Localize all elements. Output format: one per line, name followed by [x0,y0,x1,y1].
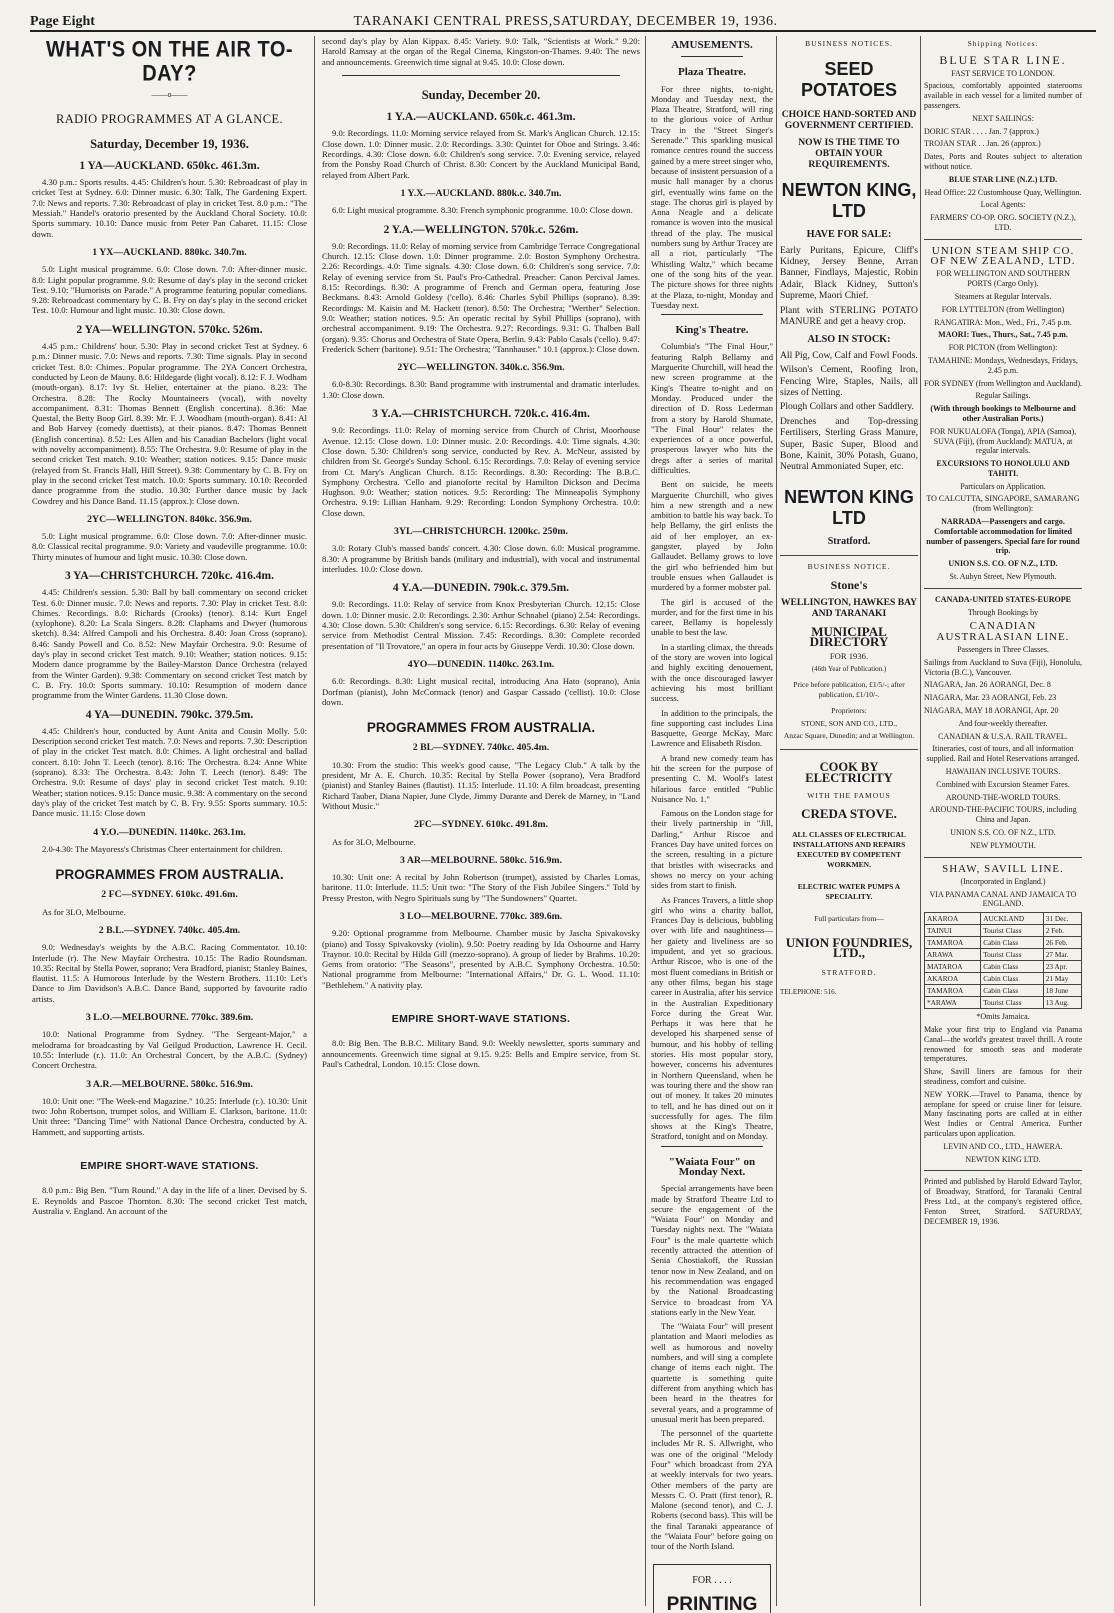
divider [681,56,743,57]
business-notice-label: BUSINESS NOTICE. [807,562,891,572]
stock-item: Plough Collars and other Saddlery. [780,401,914,413]
shipping-notices-column [924,36,1082,1229]
shaw-savill-famous: Shaw, Savill liners are famous for their steadiness, comfort and cuisine. [924,1067,1082,1087]
divider [924,1170,1082,1171]
sailings-table [924,912,1082,1009]
section-heading-empire: EMPIRE SHORT-WAVE STATIONS. [80,1160,259,1173]
table-cell: Cabin Class [981,985,1044,997]
article-paragraph: The girl is accused of the murder, and for the first time in his career, Bellamy is hopelessly unable to best the law. [651,596,773,638]
programme-list-australia [32,890,307,1137]
station-heading: 1 Y.A.—AUCKLAND. 650k.c. 461.3m. [386,111,576,124]
programme-text: 4.45: Children's session. 5.30: Ball by ball commentary on second cricket Test. 6.0: Dinner music. 7.0: News and reports. 7.30: Play in cricket Test. 8.0: Chimes. Recordings. 8.0: Richards (Crooks) (tenor). 8.14: Kurt Engel (xylophone). 8.20: La Scala Singers. 8.28: Claphams and Dwyer (humorous sketch). 8.34: Alfred Campoli and his Orchestra. 8.40: Joan Cross (soprano). 8.46: Sandy Powell and Co. 8.52: New Mayfair Orchestra. 9.0: Resume of day's play in second cricket Test match. 9.10: Weather; station notices. 9.15: Modern dance programme by the Bailey-Marston Dance Orchestra (relayed from the Winter Garden). 9.38: Commentary on second cricket Test match by C. B. Fry. 10.0: Sports summary. 10.10: Resumption of modern dance programme from the Winter Gardens. 11.30 Close down. [32,587,307,701]
imprint: Printed and published by Harold Edward Taylor, of Broadway, Stratford, for Taranaki Central Press Ltd., at the company's registered office, Fenton Street, Stratford. SATURDAY, DECEMBER 19, 1936. [924,1177,1082,1226]
electrical-installations: ALL CLASSES OF ELECTRICAL INSTALLATIONS AND REPAIRS EXECUTED BY COMPETENT WORKMEN. [792,829,906,869]
blue-star-fast: FAST SERVICE TO LONDON. [951,68,1055,78]
station-heading: 4YO—DUNEDIN. 1140kc. 263.1m. [407,658,555,670]
station-heading: 3 Y.A.—CHRISTCHURCH. 720k.c. 416.4m. [372,408,590,421]
head-office: Head Office: 22 Customhouse Quay, Wellington. [924,187,1082,197]
u9: Regular Sailings. [975,391,1031,401]
union-steam-ship: UNION STEAM SHIP CO. OF NEW ZEALAND, LTD. [930,244,1076,268]
table-cell: Cabin Class [981,961,1044,973]
station-heading: 1 YA—AUCKLAND. 650kc. 461.3m. [79,159,260,172]
kings-article [651,341,773,1141]
station-heading: 3 LO—MELBOURNE. 770kc. 389.6m. [399,911,563,922]
programme-text: 9.20: Optional programme from Melbourne. Chamber music by Jascha Spivakovsky (piano) and Tossy Spivakovsky (violin). 9.50: Poetry reading by Ida Osbourne and Harry Traynor. 10.0: Recital by Hilda Gill (mezzo-soprano). A group of lieder by Brahms. 10.20: Gems from oratorio: "The Seasons", presented by A.B.C. Symphony Orchestra. 10.50: National programme from Melbourne: "International Affairs," Dr. G. L. Wood. 11.10: "Bethlehem." A nativity play. [322,928,640,990]
kings-heading: King's Theatre. [675,324,749,337]
programme-text: 4.30 p.m.: Sports results. 4.45: Children's hour. 5.30: Rebroadcast of play in cricket Test at Sydney. 6.0: Dinner music. 6.30: Talk, The Gardening Expert. 7.0: News and reports. 7.30: Rebroadcast of play in cricket Test. 8.0 p.m.: "The Messiah." Handel's oratorio presented by the Auckland Choral Society. 10.0: Sports summary. 10.10: Dance music from Peter Pan Cabaret. 11.15: Close down. [32,177,307,239]
table-cell: *ARAWA [925,997,981,1009]
subhead: RADIO PROGRAMMES AT A GLANCE. [55,112,284,127]
station-heading: 2 BL—SYDNEY. 740kc. 405.4m. [412,742,550,754]
table-cell: TAMAROA [925,985,981,997]
station-heading: 2FC—SYDNEY. 610kc. 491.8m. [413,819,549,831]
u16: UNION S.S. CO. OF N.Z., LTD. [948,559,1058,569]
plant-text: Plant with STERLING POTATO MANURE and get a heavy crop. [780,304,918,328]
through-bookings: Through Bookings by [967,607,1039,617]
station-heading: 4 Y.O.—DUNEDIN. 1140kc. 263.1m. [93,826,246,838]
station-heading: 2 YA—WELLINGTON. 570kc. 526m. [76,323,263,336]
table-cell: Tourist Class [981,925,1044,937]
date-heading: Saturday, December 19, 1936. [90,136,249,151]
programme-text: 10.0: National Programme from Sydney. "The Sergeant-Major," a melodrama for broadcasting by Val Geilgud Production, Lawrence H. Cecil. 10.55: Interlude (r.). 11.0: An Orchestral Concert, by the A.B.C. (Sydney) Concert Orchestra. [32,1029,307,1071]
ad-printing: PRINTING [666,1593,758,1613]
u3: FOR LYTTELTON (from Wellington) [941,304,1065,314]
table-cell: 2 Feb. [1043,925,1081,937]
directory-year: FOR 1936. [829,651,869,662]
union-foundries: UNION FOUNDRIES, LTD., [785,934,913,961]
newton-king-ltd-2: NEWTON KING LTD. [965,1154,1041,1164]
table-row [925,985,1082,997]
union-ss-2: UNION S.S. CO. OF N.Z., LTD. [950,828,1056,837]
u5: MAORI: Tues., Thurs., Sat., 7.45 p.m. [938,330,1068,340]
levin-co: LEVIN AND CO., LTD., HAWERA. [943,1141,1063,1151]
station-heading: 2 FC—SYDNEY. 610kc. 491.6m. [101,889,238,901]
proprietor-address: Anzac Square, Dunedin; and at Wellington. [783,731,915,741]
section-heading: PROGRAMMES FROM AUSTRALIA. [55,867,284,883]
new-plymouth: NEW PLYMOUTH. [970,840,1036,850]
omits-jamaica: *Omits Jamaica. [976,1012,1030,1022]
station-heading: 2 B.L.—SYDNEY. 740kc. 405.4m. [98,925,241,936]
article-paragraph: Special arrangements have been made by Stratford Theatre Ltd to secure the engagement of the "Waiata Four" on Monday and Tuesday nights next. The "Waiata Four" is the male quartette which recently attracted the attention of Senia Chostiakoff, the Russian tenor now in New Zealand, and on his recommendation was engaged by the National Broadcasting Service to broadcast from YA stations early in the New Year. [651,1183,773,1317]
three-classes: Passengers in Three Classes. [957,645,1049,655]
blue-star-title: BLUE STAR LINE. [939,53,1067,68]
trojan-star: TROJAN STAR . . Jan. 26 (approx.) [924,139,1041,149]
next-sailings: NEXT SAILINGS: [972,113,1034,123]
programme-text: 6.0-8.30: Recordings. 8.30: Band programme with instrumental and dramatic interludes. 1.30: Close down. [322,379,640,400]
around-world: AROUND-THE-WORLD TOURS. [945,792,1061,802]
programme-text: 4.45 p.m.: Childrens' hour. 5.30: Play in second cricket Test at Sydney. 6 p.m.: Dinner music. 7.0: News and reports. 7.30: Time signals. Play in second cricket Test. 8.0: Chimes. Popular programme. The 2YA Concert Orchestra, conducted by Leon de Mauny. 8.6: Hildegarde (light vocal). 8.12: F. J. Wodham (mouth-organ). 8.17: Ivy St. Helier, entertainer at the piano. 8.23: The Orchestra. 8.28: The Rocky Mountaineers (vocal), with novelty accompaniment. 8.31: Thomas Bennett (English concertina). 8.36: Mae Questal, the Betty Boop Girl. 8.39: Mr. F. J. Woodham (mouth-organ). 8.41: Al and Bob Harvey (comedy duettists), at their pianos. 8.47: Thomas Bennett (English concertina). 8.52: Les Allen and his Canadian Bachelors (light vocal with novelty accompaniment). 8.55: The Orchestra. 9.0: Resume of play in the second cricket Test match. 9.10: Weather; station notices. 9.15: Dance music (relayed from St. Francis Hall, Hill Street). 9.38: Commentary by C. B. Fry on play in the second cricket Test match. 10.0: Sports summary. 10.10: Recorded dance programme from the studio. 10.30: Further dance music by Jack Cowdrey and his Dance Band. 11.15 (approx.): Close down. [32,341,307,506]
programme-text: 9.0: Recordings. 11.0: Relay of morning service from Cambridge Terrace Congregational Church. 12.15: Close down. 1.0: Dinner programme. 2.0: Boston Symphony Orchestra. 2.26: Recordings. 4.0: Time signals. 4.30: Close down. 6.0: Children's song service. 7.0: Relay of evening service from St. Paul's Pro-Cathedral. Preacher: Canon Percival James. 8.15: Recordings. 8.30: A programme of French and German opera, featuring Jose Beckmans. 8.43: Arnold Goldesy ('cello). 8.46: Charles Sybil Phillips (soprano). 8.39: Recordings: M. Kaisin and M. Hackett (tenor). 8.50: The Orchestra; "Werther" Selection. 9.0: Weather; station notices. 9.5: An operatic recital by Sybil Phillips (soprano), with orchestral accompaniment. 9.19: The Orchestra. 9.27: Recordings. 9.31: G. Thalben Ball (organ). 9.35: Chorus and Orchestra of State Opera, Berlin. 9.43: Pablo Casals ('cello). 9.47: Frederick Scherr (baritone). 9.51: The Orchestra; "Tannhauser." 10.1 (approx.): Close down. [322,240,640,354]
newton-king-title: NEWTON KING, LTD [781,180,917,222]
programme-text: 10.30: Unit one: A recital by John Robertson (trumpet), assisted by Charles Lomas, baritone. 11.0: Interlude. 11.5: Unit two: "The Story of the Fish Jubilee Singers." Told by Pressy Preston, with Negro Spirituals sung by "The Sundowners" Quartet. [322,872,640,903]
table-cell: AKAROA [925,973,981,985]
masthead-title: TARANAKI CENTRAL PRESS,SATURDAY, DECEMBER 19, 1936. [353,14,778,29]
rail-travel: CANADIAN & U.S.A. RAIL TRAVEL. [938,731,1068,741]
programme-text: As for 3LO, Melbourne. [42,906,126,917]
newton-king-ltd: NEWTON KING LTD [784,486,914,528]
cook-by-electricity: COOK BY ELECTRICITY [805,760,893,785]
stock-list [780,350,918,473]
stock-item: All Pig, Cow, Calf and Fowl Foods. [780,349,918,361]
four-weekly: And four-weekly thereafter. [958,718,1048,728]
plaza-article [651,84,773,311]
shaw-savill-inc: (Incorporated in England.) [960,876,1046,886]
table-cell: 18 June [1043,985,1081,997]
business-notices-column [780,36,918,1011]
niagara-1: NIAGARA, Jan. 26 AORANGI, Dec. 8 [924,680,1051,690]
station-heading: 1 Y.X.—AUCKLAND. 880k.c. 340.7m. [400,187,562,199]
masthead [30,8,1096,32]
doric-star: DORIC STAR . . . . Jan. 7 (approx.) [924,126,1039,136]
table-cell: AUCKLAND [981,913,1044,925]
article-paragraph: In addition to the principals, the fine supporting cast includes Lina Basquette, George McKay, Marc Lawrence and Elisabeth Risdon. [651,707,773,749]
programme-text: 5.0: Light musical programme. 6.0: Close down. 7.0: After-dinner music. 8.0: Classical recital programme. 9.0: Variety and vaudeville programme. 10.0: Thirty minutes of humour and light music. 10.30: Close down. [32,531,307,562]
sale-varieties: Early Puritans, Epicure, Cliff's Kidney, Jersey Benne, Arran Banner, Findlays, Majestic, Robin Adair, Black Kidney, Sutton's Supreme, Maori Chief. [780,244,918,302]
programme-list [322,112,640,707]
column-rule [776,36,777,1606]
u1: FOR WELLINGTON AND SOUTHERN PORTS (Cargo Only). [936,269,1070,289]
proprietor-name: STONE, SON AND CO., LTD., [800,718,898,728]
waiata-heading: "Waiata Four" on Monday Next. [668,1155,756,1178]
table-cell: ARAWA [925,949,981,961]
shaw-savill-title: SHAW, SAVILL LINE. [942,862,1064,875]
station-heading: 2YC—WELLINGTON. 340k.c. 356.9m. [397,362,565,374]
table-cell: TAMAROA [925,937,981,949]
waiata-article [651,1183,773,1551]
stones-title: Stone's [830,578,868,593]
ad-for: FOR . . . . [692,1574,732,1586]
table-row [925,997,1082,1009]
stock-item: Drenches and Top-dressing Fertilisers, Sterling Grass Manure, Super, Basic Super, Blood and Bone, Kainit, 30% Potash, Guano, Neutral Ammoniated Super, etc. [780,415,918,473]
article-paragraph: Bent on suicide, he meets Marguerite Churchill, who gives him a new strength and a new ambition to battle his way back. To help Bellamy, the girl enlists the aid of her employer, an ex-gangster, played by John Gallaudet. Bellamy grows to love the girl who befriended him but trouble ensues when Gallaudet is murdered by a former mobster pal. [651,479,773,593]
u14: TO CALCUTTA, SINGAPORE, SAMARANG (from Wellington): [926,494,1080,514]
radio-column-saturday [32,36,307,1220]
programme-text: 4.45: Children's hour, conducted by Aunt Anita and Cousin Molly. 5.0: Description second cricket Test match. 7.0: News and reports. 7.30: Description of play in the cricket Test match. 8.0: Chimes. A light orchestral and ballad concert. 8.10: John T. Leech (tenor). 8.16: The Orchestra. 8.24: Anne White (soprano). 8.33: The Orchestra. 8.43: John T. Leech (tenor). 8.49: The Orchestra. 9.0: Resume of days' play in second cricket Test match. 9.10: Weather; station notices. 9.15: Dance music. 9.38: A commentary on the second day's play of the cricket Test match by C. B. Fry. 9.55: Sports summary. 10.5: Dance music. 11.15: Close down [32,725,307,819]
table-cell: Cabin Class [981,973,1044,985]
business-notices-label: BUSINESS NOTICES. [805,39,893,48]
headline: WHAT'S ON THE AIR TO-DAY? [45,37,294,87]
article-paragraph: The "Waiata Four" will present plantation and Maori melodies as well as humorous and novelty numbers, and will sing a complete change of items each night. The quartette is something quite different from anything which has been heard in the theatres for several years, and a programme of unusual merit has been prepared. [651,1321,773,1424]
u17: St. Aubyn Street, New Plymouth. [949,572,1057,582]
u8: FOR SYDNEY (from Wellington and Auckland). [924,378,1082,388]
amusements-heading: AMUSEMENTS. [671,39,753,51]
divider [924,588,1082,589]
programme-text: 10.30: From the studio: This week's good cause, "The Legacy Club." A talk by the president, Mr A. E. Church. 10.35: Recital by Stella Power (soprano), Vera Bradford (pianist) and Stanley Baines (flautist). 11.15: Interlude. 11.10: A film broadcast, presenting Richard Tauber, Diana Napier, June Clyde, Jimmy Durante and Derek de Marney, in "Land Without Music." [322,759,640,811]
table-cell: MATAROA [925,961,981,973]
directory-price: Price before publication, £1/5/-; after publication, £1/10/-. [793,679,905,700]
blue-star-ltd: BLUE STAR LINE (N.Z.) LTD. [948,174,1058,184]
shipping-notices-label: Shipping Notices. [967,39,1039,48]
printing-ad [653,1564,771,1613]
u7: TAMAHINE: Mondays, Wednesdays, Fridays, 2.45 p.m. [928,355,1078,375]
blue-star-text: Spacious, comfortably appointed staterooms available in each vessel for a limited number of passengers. [924,81,1082,110]
article-paragraph: Columbia's "The Final Hour," featuring Ralph Bellamy and Marguerite Churchill, will head the new screen programme at the King's Theatre to-night and on Monday. Produced under the direction of D. Ross Lederman from a story by Harold Shumate, "The Final Hour" relates the experiences of a once powerful, prosperous lawyer who hits the dregs after a series of marital difficulties. [651,341,773,475]
divider [661,314,763,315]
station-heading: 2YC—WELLINGTON. 840kc. 356.9m. [87,513,252,525]
article-paragraph: Famous on the London stage for their lively partnership in "Jill, Darling," Arthur Riscoe and Frances Day have united forces on the screen, resulting in a picture that bristles with wisecracks and shows no mercy on your aching sides from start to finish. [651,808,773,891]
programme-text: 10.0: Unit one: "The Week-end Magazine." 10.25: Interlude (r.). 10.30: Unit two: John Robertson, trumpet solos, and William E. Clarkson, baritone. 11.0: Unit three: "Dancing Time" with National Dance Orchestra, conducted by A. Hammett, and supporting artists. [32,1095,307,1137]
column-rule [920,36,921,1606]
municipal-directory: MUNICIPAL DIRECTORY [809,623,889,649]
plaza-heading: Plaza Theatre. [677,66,747,79]
ornament: ——o—— [151,90,188,99]
telephone: TELEPHONE: 516. [780,987,837,996]
hawaiian-tours: HAWAIIAN INCLUSIVE TOURS. [945,767,1061,777]
programme-text: 9.0: Recordings. 11.0: Relay of service from Knox Presbyterian Church. 12.15: Close down. 1.0: Dinner music. 2.0: Recordings. 2.30: Arthur Schnabel (piano) 2.54: Recordings. 4.30: Close down. 5.30: Children's song service. 6.15: Recordings. 6.30: Relay of evening service from Methodist Central Mission. 7.45: Recordings. 8.30: Complete recorded presentation of "Il Trovatore," an opera in four acts by Giuseppe Verdi. 10.30: Close down. [322,599,640,651]
date-heading: Sunday, December 20. [421,87,541,102]
seed-now: NOW IS THE TIME TO OBTAIN YOUR REQUIREMENTS. [798,137,900,171]
table-row [925,937,1082,949]
farmers-coop: FARMERS' CO-OP. ORG. SOCIETY (N.Z.), LTD. [930,213,1076,232]
station-heading: 4 YA—DUNEDIN. 790kc. 379.5m. [85,708,254,721]
u12: EXCURSIONS TO HONOLULU AND TAHITI. [936,459,1070,478]
section-heading-empire: EMPIRE SHORT-WAVE STATIONS. [391,1013,571,1026]
whb-title: WELLINGTON, HAWKES BAY AND TARANAKI [780,596,918,619]
sailings-route: Sailings from Auckland to Suva (Fiji), Honolulu, Victoria (B.C.), Vancouver. [924,657,1082,677]
u6: FOR PICTON (from Wellington): [948,343,1058,353]
water-pumps: ELECTRIC WATER PUMPS A SPECIALITY. [797,881,901,901]
table-row [925,973,1082,985]
u4: RANGATIRA: Mon., Wed., Fri., 7.45 p.m. [934,317,1072,327]
programme-text: 6.0: Recordings. 8.30: Light musical recital, introducing Ana Hato (soprano), Ania Dorfman (pianist), John McCormack (tenor) and Gaspar Cassado ('cellist). 10.0: Close down. [322,676,640,707]
u2: Steamers at Regular Intervals. [954,291,1052,301]
divider [342,75,620,76]
table-cell: 26 Feb. [1043,937,1081,949]
empire-text: 8.0 p.m.: Big Ben. "Turn Round." A day in the life of a liner. Devised by S. E. Reynolds and Pascoe Thornton. 8.30: The second cricket Test match, Australia v. England. An account of the [32,1185,307,1216]
programme-list [32,161,307,854]
column-rule [645,36,646,1606]
amusements-column [651,36,773,1613]
table-cell: 23 Apr. [1043,961,1081,973]
with-the-famous: WITH THE FAMOUS [807,790,891,800]
divider [924,857,1082,858]
station-heading: 3 L.O.—MELBOURNE. 770kc. 389.6m. [85,1012,254,1024]
station-heading: 2 Y.A.—WELLINGTON. 570k.c. 526m. [383,223,579,236]
table-cell: 21 May [1043,973,1081,985]
have-for-sale: HAVE FOR SALE: [806,229,892,241]
table-cell: Cabin Class [981,937,1044,949]
table-cell: TAINUI [925,925,981,937]
make-first-trip: Make your first trip to England via Panama Canal—the world's greatest travel thrill. A route renowned for smooth seas and moderate temperatures. [924,1025,1082,1064]
creda-stove-ad [780,762,918,1005]
programme-text: As for 3LO, Melbourne. [332,836,416,847]
canadian-australasian: CANADIAN AUSTRALASIAN LINE. [936,620,1070,643]
article-paragraph: A brand new comedy team has hit the screen for the purpose of presenting C. M. Woolf's latest hilarious farce entitled "Public Nuisance No. 1." [651,752,773,804]
seed-potatoes-title: SEED POTATOES [800,59,897,101]
programme-text: 9.0: Recordings. 11.0: Relay of morning service from Church of Christ, Moorhouse Avenue. 12.15: Close down. 1.0: Dinner music. 2.0: Recordings. 4.0: Time signals. 4.30: Close down. 5.30: Children's song service, conducted by Rev. A. McNeur, assisted by children from St. George's Sunday School. 6.15: Recordings. 7.0: Relay of evening service from Ct. Mary's Anglican Church. 8.15: Recordings. 8.30: Recording: The B.B.C. Symphony Orchestra. 'Cello and pianoforte recital by Hamilton Dickson and Decima Hughson. 9.0: Weather; station notices. 9.5: Recording: The Minneapolis Symphony Orchestra. 9.19: Lillian Hanham. 9.29: Recording: London Symphony Orchestra. 10.0: Close down. [322,425,640,518]
around-pacific: AROUND-THE-PACIFIC TOURS, including China and Japan. [929,805,1077,825]
canada-us-europe: CANADA-UNITED STATES-EUROPE [935,594,1071,604]
table-cell: 31 Dec. [1043,913,1081,925]
directory-ad [780,562,918,750]
via-panama: VIA PANAMA CANAL AND JAMAICA TO ENGLAND. [929,889,1077,909]
seed-choice: CHOICE HAND-SORTED AND GOVERNMENT CERTIFIED. [781,109,917,132]
continued-text: second day's play by Alan Kippax. 8.45: Variety. 9.0: Talk, "Scientists at Work." 9.20: Harold Ramsay at the organ of the Regal Cinema, Kingston-on-Thames. 9.40: The news and announcements. Greenwich time signal at 9.45. 10.0: Close down. [322,36,640,67]
dates-notice: Dates, Ports and Routes subject to alteration without notice. [924,152,1082,171]
u11: FOR NUKUALOFA (Tonga), APIA (Samoa), SUVA (Fiji), (from Auckland): MATUA, at regular intervals. [929,426,1077,456]
page-number: Page Eight [30,14,95,29]
also-in-stock: ALSO IN STOCK: [807,334,891,346]
divider [661,1146,763,1147]
table-row [925,949,1082,961]
station-heading: 3 YA—CHRISTCHURCH. 720kc. 416.4m. [64,569,275,582]
programme-text: 2.0-4.30: The Mayoress's Christmas Cheer entertainment for children. [42,843,283,854]
u13: Particulars on Application. [960,481,1046,491]
proprietors-label: Proprietors: [831,706,867,716]
local-agents: Local Agents: [980,200,1026,210]
niagara-3: NIAGARA, MAY 18 AORANGI, Apr. 20 [924,706,1059,716]
table-row [925,925,1082,937]
programme-list-australia [322,743,640,990]
creda-stove: CREDA STOVE. [801,806,897,822]
column-rule [314,36,315,1606]
programme-text: 9.0: Recordings. 11.0: Morning service relayed from St. Mark's Anglican Church. 12.15: Close down. 1.0: Dinner music. 2.0: Recordings. 3.30: Quintet for Oboe and Strings. 3.46: Recordings. 4.30: Close down. 6.0: Children's song service. 7.0: Evening service, relayed from the Ponsby Road Church of Christ. 8.30: Concert by the Auckland Municipal Band, relayed from Albert Park. [322,128,640,180]
stock-item: Wilson's Cement, Roofing Iron, Fencing Wire, Staples, Nails, all sizes of Netting. [780,364,918,398]
station-heading: 3YL—CHRISTCHURCH. 1200kc. 250m. [394,525,568,537]
article-paragraph: For three nights, to-night, Monday and Tuesday next, the Plaza Theatre, Stratford, will ring to the glorious voice of Arthur Tracy in the "Street Singer's Serenade." This sparkling musical romance centres round the success gained by a mere street singer who, because of insistent persuasion of a music hall manager by a chorus girl, eventually wins fame on the stage. The chorus girl is played by Anna Neagle and a delicate romance is woven into the musical thread of the play. The musical numbers sung by Arthur Tracey are all a riot, particularly "The Whistling Waltz," which became one of the song hits of the year. The picture shows for three nights at the Plaza, to-night, Monday and Tuesday next. [651,83,773,310]
station-heading: 3 AR—MELBOURNE. 580kc. 516.9m. [400,854,562,866]
seed-potatoes-ad [780,59,918,556]
new-york-travel: NEW YORK.—Travel to Panama, thence by aeroplane for speed or cruise liner for leisure. Many fascinating ports are called at in either West Indies or Central America. Further particulars upon application. [924,1089,1082,1139]
table-row [925,961,1082,973]
niagara-2: NIAGARA, Mar. 23 AORANGI, Feb. 23 [924,693,1057,703]
table-cell: 27 Mar. [1043,949,1081,961]
table-cell: 13 Aug. [1043,997,1081,1009]
station-heading: 3 A.R.—MELBOURNE. 580kc. 516.9m. [86,1078,253,1090]
programme-text: 9.0: Wednesday's weights by the A.B.C. Racing Commentator. 10.10: Interlude (r). The New Mayfair Orchestra. 10.15: The Radio Roundsman. 10.35: Recital by Stella Power, soprano; Vera Bradford, pianist; Stanley Baines, flautist. 11.5: A Humorous Interlude by the Western Brothers. 11.10: Let's Dance to Jim Davidson's A.B.C. Dance Band, supported by favourite radio artists. [32,942,307,1004]
newton-king-town: Stratford. [827,535,871,547]
table-cell: AKAROA [925,913,981,925]
full-particulars: Full particulars from— [814,913,884,923]
article-paragraph: The personnel of the quartette includes Mr R. S. Allwright, who was one of the original "Melody Four" which broadcast from 2YA at weekly intervals for two years. Other members of the party are Messrs C. O. Pratt (first tenor), R. Malone (second tenor), and C. J. Roberts (second bass). This will be the final Taranaki appearance of the "Waiata Four" before going on tour of the North Island. [651,1428,773,1552]
table-cell: Tourist Class [981,997,1044,1009]
table-row [925,913,1082,925]
divider [924,239,1082,240]
u10: (With through bookings to Melbourne and other Australian Ports.) [930,404,1076,423]
programme-text: 5.0: Light musical programme. 6.0: Close down. 7.0: After-dinner music. 8.0: Light popular programme. 9.0: Resume of day's play in the second cricket Test. 9.10: "Humorists on Parade." A programme featuring popular comedians. 9.28: Rebroadcast commentary by C. B. Fry on day's play in the second cricket Test. 10.0: Humour and light music. 10.30: Close down. [32,264,307,316]
programme-text: 3.0: Rotary Club's massed bands' concert. 4.30: Close down. 6.0: Musical programme. 8.30: A programme by British bands (military and industrial), with vocal and instrumental interludes. 10.0: Close down. [322,543,640,574]
radio-column-sunday [322,36,640,1073]
article-paragraph: In a startling climax, the threads of the story are woven into logical and highly exciting denouement, with the once discouraged lawyer achieving his most brilliant success. [651,641,773,704]
u15: NARRADA—Passengers and cargo. Comfortable accommodation for limited number of passengers. Special fare for round trip. [926,517,1080,556]
article-paragraph: As Frances Travers, a little shop girl who wins a charity ballot, Frances Day is delicious, bubbling over with life and naughtiness—her gaiety and liveliness are so impudent, and yet so gracious. Arthur Riscoe, who is one of the most fluent comedians in British or any other films, began his stage career in Australia, after his service in the Australian Expeditionary Force during the Great War. Perhaps it was here that he developed his sharpened sense of humour, and his hobby of telling stories. His most popular story, however, concerns his adventures in Northern Queensland, when he was touring there and the show ran out of money. It takes 20 minutes to tell, and he has dined out on it successfully for ages. The film shows at the King's Theatre, Stratford, tonight and on Monday. [651,894,773,1142]
empire-text: 8.0: Big Ben. The B.B.C. Military Band. 9.0: Weekly newsletter, sports summary and announcements. Greenwich time signal at 9.15. 9.25: Bells and Empire service, from St. Paul's Cathedral, London. 10.15: Close down. [322,1038,640,1069]
hawaiian-fares: Combined with Excursion Steamer Fares. [936,779,1070,789]
itineraries: Itineraries, cost of tours, and all information supplied. Rail and Hotel Reservations arranged. [926,744,1080,764]
section-heading: PROGRAMMES FROM AUSTRALIA. [366,720,596,736]
programme-text: 6.0: Light musical programme. 8.30: French symphonic programme. 10.0: Close down. [332,205,633,216]
station-heading: 1 YX—AUCKLAND. 880kc. 340.7m. [92,246,247,258]
station-heading: 4 Y.A.—DUNEDIN. 790k.c. 379.5m. [392,582,570,595]
table-cell: Tourist Class [981,949,1044,961]
directory-edition: (46th Year of Publication.) [811,664,887,673]
union-foundries-town: STRATFORD. [821,968,877,978]
